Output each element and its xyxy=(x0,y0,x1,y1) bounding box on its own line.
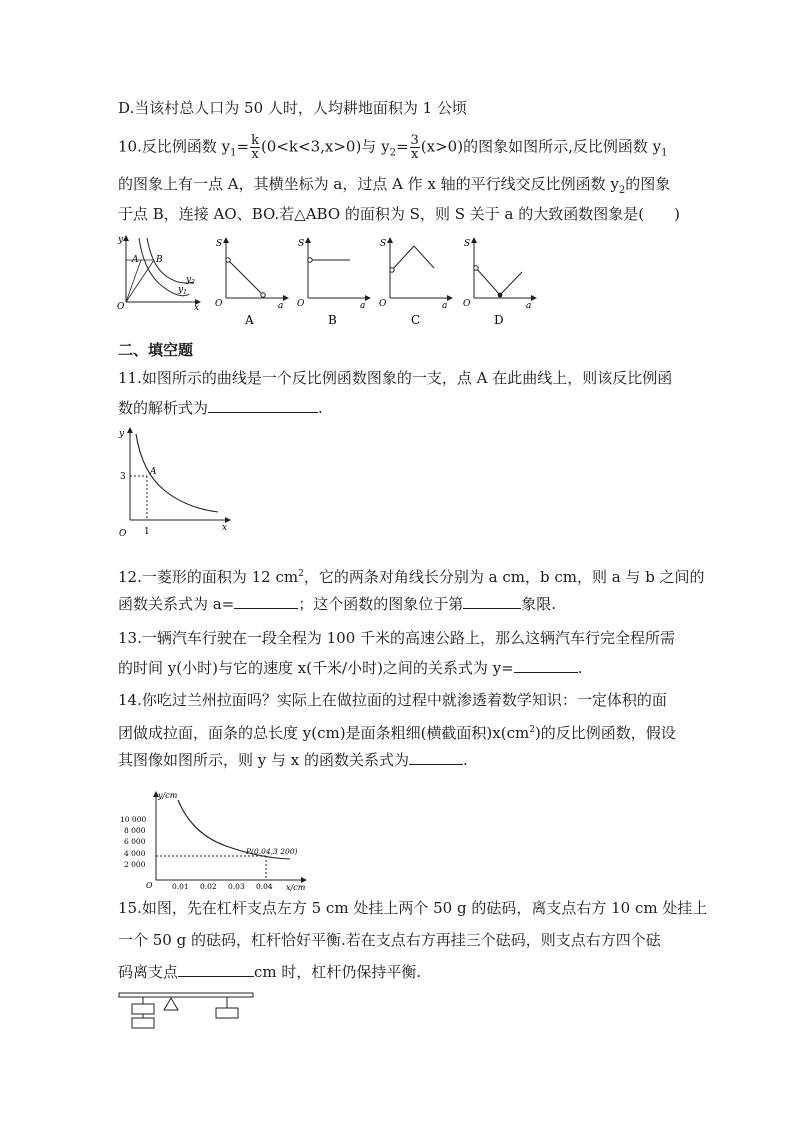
y-tick-8000: 8 000 xyxy=(124,826,146,835)
tick-3: 3 xyxy=(120,472,126,482)
question-10-line-2: 的图象上有一点 A，其横坐标为 a，过点 A 作 x 轴的平行线交反比例函数 $y_2$的图象 xyxy=(118,175,671,196)
x-tick-001: 0.01 xyxy=(172,882,189,891)
svg-text:a: a xyxy=(278,301,284,311)
curve-y2-label: $y_2$ xyxy=(186,275,195,286)
y-tick-10000: 10 000 xyxy=(120,815,147,824)
point-a-label: A xyxy=(150,467,157,477)
option-b-letter[interactable]: B xyxy=(328,313,337,327)
question-11-line-2: 数的解析式为 . xyxy=(118,399,323,417)
question-15-line-2: 一个 50 g 的砝码，杠杆恰好平衡.若在支点右方再挂三个砝码，则支点右方四个砝 xyxy=(118,931,661,949)
svg-text:O: O xyxy=(215,299,223,309)
y-tick-4000: 4 000 xyxy=(124,849,146,858)
question-15-line-1: 15.如图，先在杠杆支点左方 5 cm 处挂上两个 50 g 的砝码，离支点右方 10 cm 处挂上 xyxy=(118,899,708,917)
question-15-line-3: 码离支点 cm 时，杠杆仍保持平衡. xyxy=(118,963,422,981)
y-axis-label: y/cm xyxy=(158,791,178,800)
answer-blank-q15[interactable] xyxy=(178,962,254,977)
left-weight-2 xyxy=(132,1018,154,1028)
answer-blank-q11[interactable] xyxy=(208,398,318,413)
answer-blank-q12-quadrant[interactable] xyxy=(463,594,521,609)
question-14-line-3: 其图像如图所示，则 y 与 x 的函数关系式为 . xyxy=(118,751,468,769)
left-weight-1 xyxy=(132,1004,154,1014)
option-c-graph xyxy=(376,232,456,328)
fraction-3-over-x: $\frac{3}{x}$ xyxy=(410,133,419,162)
svg-text:a: a xyxy=(360,301,366,311)
point-p-label: P(0.04,3 200) xyxy=(246,847,298,856)
x-axis-label: x xyxy=(194,303,200,310)
x-tick-002: 0.02 xyxy=(200,882,217,891)
svg-text:S: S xyxy=(298,239,305,249)
svg-text:S: S xyxy=(380,239,387,249)
question-12-line-2: 函数关系式为 a= ；这个函数的图象位于第 象限. xyxy=(118,595,557,613)
option-c-letter[interactable]: C xyxy=(411,313,421,327)
question-11-line-1: 11.如图所示的曲线是一个反比例函数图象的一支，点 A 在此曲线上，则该反比例函 xyxy=(118,369,673,387)
x-tick-003: 0.03 xyxy=(228,882,245,891)
svg-text:O: O xyxy=(297,299,305,309)
answer-blank-q14[interactable] xyxy=(409,750,463,765)
x-tick-004: 0.04 xyxy=(256,882,273,891)
origin-label: O xyxy=(146,881,153,890)
segment-ao xyxy=(126,260,141,302)
segment-bo xyxy=(126,260,154,302)
hyperbola-curve xyxy=(136,434,218,512)
question-10-line-1: 10.反比例函数 $y_1=$ $\frac{k}{x}$ (0<k<3,x>0)与 $y_2=$ $\frac{3}{x}$ (x>0)的图象如图所示,反比例函数 $y_1$ xyxy=(118,133,668,162)
lever-diagram xyxy=(118,990,258,1036)
question-13-line-2: 的时间 y(小时)与它的速度 x(千米/小时)之间的关系式为 y= . xyxy=(118,659,583,677)
question-9-option-d: D.当该村总人口为 50 人时，人均耕地面积为 1 公顷 xyxy=(118,99,467,117)
origin-label: O xyxy=(119,529,127,539)
svg-text:O: O xyxy=(463,299,471,309)
x-axis-label: x/cm xyxy=(286,883,306,892)
fraction-k-over-x: $\frac{k}{x}$ xyxy=(251,133,259,162)
tick-1: 1 xyxy=(144,527,150,537)
point-b-label: B xyxy=(156,255,163,265)
answer-blank-q12-a[interactable] xyxy=(234,594,298,609)
point-a-label: A xyxy=(132,255,139,265)
question-12-line-1: 12.一菱形的面积为 12 $cm^2$，它的两条对角线长分别为 a cm，b cm，则 a 与 b 之间的 xyxy=(118,568,705,586)
y-axis-label: y xyxy=(119,429,125,439)
answer-blank-q13[interactable] xyxy=(514,658,578,673)
y-tick-2000: 2 000 xyxy=(124,860,146,869)
question-10-line-3: 于点 B，连接 AO、BO.若△ABO 的面积为 S，则 S 关于 a 的大致函数图象是( ) xyxy=(118,205,680,223)
question-14-noodle-graph xyxy=(116,786,316,894)
question-number: 10. xyxy=(118,137,142,156)
curve-y1-label: $y_1$ xyxy=(178,285,187,296)
question-11-function-graph xyxy=(114,424,234,540)
fulcrum-triangle xyxy=(164,998,178,1010)
question-13-line-1: 13.一辆汽车行驶在一段全程为 100 千米的高速公路上，那么这辆汽车行完全程所需 xyxy=(118,629,676,647)
option-a-letter[interactable]: A xyxy=(245,313,254,327)
section-heading-fill-in: 二、填空题 xyxy=(118,341,194,359)
x-axis-label: x xyxy=(222,523,228,533)
svg-text:a: a xyxy=(442,301,448,311)
svg-text:S: S xyxy=(216,239,223,249)
svg-text:a: a xyxy=(526,301,532,311)
option-d-graph xyxy=(460,232,540,328)
y-axis-label: y xyxy=(118,235,124,245)
question-14-line-2: 团做成拉面，面条的总长度 y(cm)是面条粗细(横截面积)$x(cm^2)$的反比例函数，假设 xyxy=(118,724,676,742)
option-d-letter[interactable]: D xyxy=(494,313,504,327)
svg-text:O: O xyxy=(379,299,387,309)
origin-label: O xyxy=(117,302,125,310)
lever-bar xyxy=(119,993,253,997)
y-tick-6000: 6 000 xyxy=(124,837,146,846)
question-14-line-1: 14.你吃过兰州拉面吗？实际上在做拉面的过程中就渗透着数学知识：一定体积的面 xyxy=(118,691,667,709)
option-b-graph xyxy=(294,232,374,328)
question-10-function-graph xyxy=(114,232,204,310)
option-a-graph xyxy=(212,232,292,328)
right-weight xyxy=(216,1008,238,1018)
svg-text:S: S xyxy=(464,239,471,249)
